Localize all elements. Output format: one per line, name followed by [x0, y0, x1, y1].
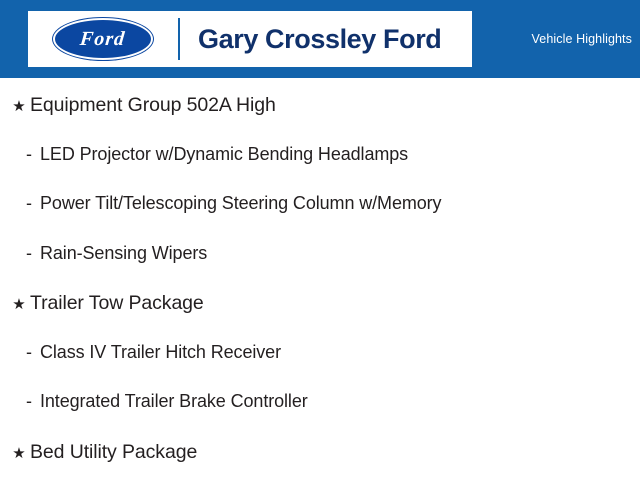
vehicle-highlights-label: Vehicle Highlights	[532, 32, 632, 46]
list-item	[0, 144, 640, 194]
list-item	[0, 94, 640, 144]
dealer-name: Gary Crossley Ford	[192, 24, 472, 55]
header-right	[532, 0, 632, 78]
highlights-list	[0, 78, 640, 480]
dash-icon: -	[26, 144, 40, 165]
list-item	[0, 441, 640, 490]
star-icon: ★	[8, 446, 30, 461]
star-icon: ★	[8, 297, 30, 312]
list-item	[0, 292, 640, 342]
list-item-label: Class IV Trailer Hitch Receiver	[40, 342, 281, 363]
ford-logo-text: Ford	[79, 28, 127, 51]
dash-icon: -	[26, 243, 40, 264]
ford-oval-icon	[53, 18, 153, 60]
list-item-label: Trailer Tow Package	[30, 292, 204, 315]
dealer-logo-plate	[28, 11, 472, 67]
dash-icon: -	[26, 342, 40, 363]
logo-divider	[178, 18, 180, 60]
list-item-label: Integrated Trailer Brake Controller	[40, 391, 308, 412]
list-item-label: Bed Utility Package	[30, 441, 197, 464]
list-item	[0, 342, 640, 392]
list-item-label: Power Tilt/Telescoping Steering Column w/Memory	[40, 193, 441, 214]
list-item	[0, 193, 640, 243]
dash-icon: -	[26, 193, 40, 214]
star-icon: ★	[8, 99, 30, 114]
ford-logo	[28, 18, 178, 60]
list-item-label: LED Projector w/Dynamic Bending Headlamps	[40, 144, 408, 165]
list-item	[0, 243, 640, 293]
list-item	[0, 391, 640, 441]
dash-icon: -	[26, 391, 40, 412]
list-item-label: Equipment Group 502A High	[30, 94, 276, 117]
header-banner	[0, 0, 640, 78]
list-item-label: Rain-Sensing Wipers	[40, 243, 207, 264]
